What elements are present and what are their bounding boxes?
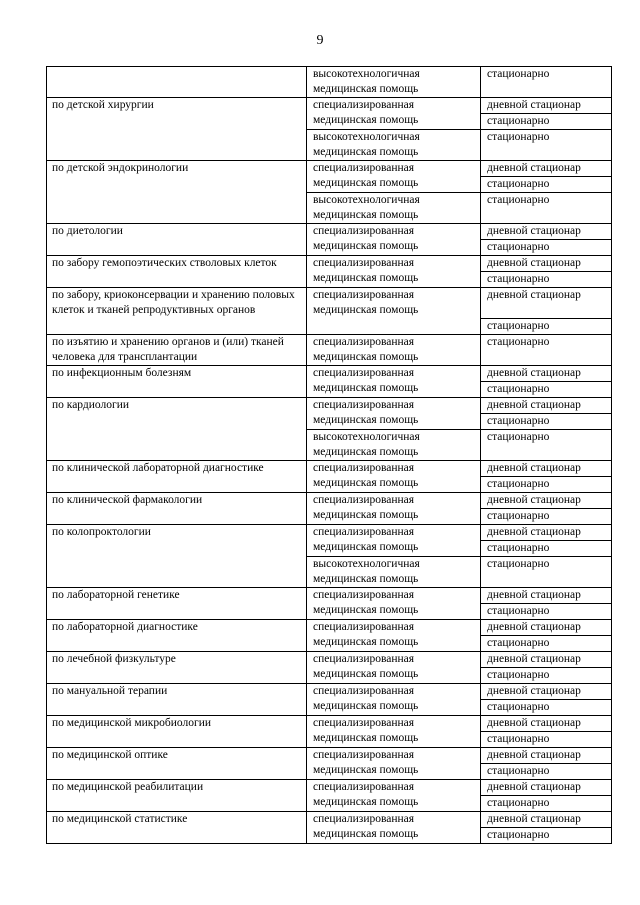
care-condition: стационарно [487,797,550,809]
table-row [47,588,612,620]
service-profile-cell: по детской эндокринологии [47,161,307,224]
care-type-cell: специализированная медицинская помощь [307,620,481,652]
care-condition: дневной стационар [481,652,611,668]
table-row [47,98,612,130]
service-profile-cell: по лабораторной диагностике [47,620,307,652]
care-condition: стационарно [487,701,550,713]
care-type-cell: специализированная медицинская помощь [307,335,481,366]
care-condition: дневной стационар [481,366,611,382]
care-condition: дневной стационар [481,461,611,477]
care-condition: дневной стационар [481,525,611,541]
care-type-cell: специализированная медицинская помощь [307,652,481,684]
table-row [47,780,612,812]
care-conditions-cell [481,398,612,430]
care-type-cell: специализированная медицинская помощь [307,224,481,256]
care-type-cell: специализированная медицинская помощь [307,493,481,525]
licensed-services-table [46,66,612,844]
care-type-cell: специализированная медицинская помощь [307,588,481,620]
care-conditions-cell [481,193,612,224]
service-profile-cell: по медицинской статистике [47,812,307,844]
care-condition: стационарно [487,605,550,617]
service-profile-cell: по кардиологии [47,398,307,461]
care-type-cell: специализированная медицинская помощь [307,780,481,812]
care-condition: стационарно [487,765,550,777]
care-condition: дневной стационар [481,716,611,732]
care-condition: дневной стационар [481,288,611,319]
care-conditions-cell [481,493,612,525]
care-condition: стационарно [487,669,550,681]
care-condition: дневной стационар [481,493,611,509]
service-profile-cell: по забору, криоконсервации и хранению половых клеток и тканей репродуктивных органов [47,288,307,335]
care-type-cell: специализированная медицинская помощь [307,256,481,288]
table-row [47,748,612,780]
service-profile-cell: по инфекционным болезням [47,366,307,398]
care-type-cell: специализированная медицинская помощь [307,684,481,716]
care-conditions-cell [481,525,612,557]
care-conditions-cell [481,288,612,335]
care-condition: стационарно [487,320,550,332]
table-row [47,620,612,652]
table-row [47,812,612,844]
care-conditions-cell [481,652,612,684]
service-profile-cell: по лабораторной генетике [47,588,307,620]
care-conditions-cell [481,430,612,461]
care-type-cell: специализированная медицинская помощь [307,98,481,130]
care-condition: стационарно [487,383,550,395]
care-condition: стационарно [487,478,550,490]
page-number: 9 [316,33,324,48]
care-type-cell: специализированная медицинская помощь [307,288,481,335]
service-profile-cell [47,67,307,98]
care-type-cell: специализированная медицинская помощь [307,748,481,780]
care-condition: дневной стационар [481,161,611,177]
service-profile-cell: по медицинской реабилитации [47,780,307,812]
table-row [47,684,612,716]
care-conditions-cell [481,620,612,652]
care-type-cell: специализированная медицинская помощь [307,398,481,430]
care-condition: стационарно [487,415,550,427]
service-profile-cell: по детской хирургии [47,98,307,161]
care-conditions-cell [481,335,612,366]
care-conditions-cell [481,366,612,398]
care-conditions-cell [481,748,612,780]
care-type-cell: высокотехнологичная медицинская помощь [307,67,481,98]
care-condition: дневной стационар [481,812,611,828]
care-condition: стационарно [487,637,550,649]
service-profile-cell: по клинической фармакологии [47,493,307,525]
care-condition: стационарно [487,178,550,190]
care-type-cell: специализированная медицинская помощь [307,812,481,844]
service-profile-cell: по диетологии [47,224,307,256]
table-row [47,461,612,493]
table-row [47,224,612,256]
table-row [47,525,612,557]
service-profile-cell: по медицинской микробиологии [47,716,307,748]
care-conditions-cell [481,130,612,161]
care-type-cell: специализированная медицинская помощь [307,461,481,493]
care-condition: стационарно [487,241,550,253]
table-row [47,366,612,398]
care-condition: стационарно [487,273,550,285]
care-conditions-cell [481,98,612,130]
service-profile-cell: по изъятию и хранению органов и (или) тканей человека для трансплантации [47,335,307,366]
care-type-cell: специализированная медицинская помощь [307,716,481,748]
service-profile-cell: по медицинской оптике [47,748,307,780]
care-conditions-cell [481,557,612,588]
service-profile-cell: по колопроктологии [47,525,307,588]
table-row [47,67,612,98]
table-row [47,288,612,335]
table-row [47,652,612,684]
service-profile-cell: по клинической лабораторной диагностике [47,461,307,493]
table-row [47,256,612,288]
care-condition: стационарно [487,829,550,841]
table-body [47,67,612,844]
care-conditions-cell [481,256,612,288]
care-conditions-cell [481,461,612,493]
care-condition: дневной стационар [481,588,611,604]
care-condition: дневной стационар [481,780,611,796]
table-row [47,335,612,366]
care-condition: дневной стационар [481,398,611,414]
care-type-cell: высокотехнологичная медицинская помощь [307,193,481,224]
care-conditions-cell [481,716,612,748]
table-row [47,398,612,430]
care-condition: стационарно [487,336,550,348]
table-row [47,161,612,193]
care-conditions-cell [481,812,612,844]
care-type-cell: специализированная медицинская помощь [307,525,481,557]
care-condition: дневной стационар [481,684,611,700]
care-condition: стационарно [487,131,550,143]
care-type-cell: высокотехнологичная медицинская помощь [307,557,481,588]
care-condition: стационарно [487,194,550,206]
care-condition: дневной стационар [481,224,611,240]
table-row [47,716,612,748]
care-condition: дневной стационар [481,620,611,636]
care-conditions-cell [481,224,612,256]
care-conditions-cell [481,588,612,620]
care-condition: стационарно [487,542,550,554]
care-conditions-cell [481,780,612,812]
care-condition: дневной стационар [481,98,611,114]
care-conditions-cell [481,161,612,193]
care-conditions-cell [481,67,612,98]
table-row [47,493,612,525]
care-type-cell: высокотехнологичная медицинская помощь [307,430,481,461]
care-condition: дневной стационар [481,748,611,764]
care-type-cell: высокотехнологичная медицинская помощь [307,130,481,161]
care-condition: стационарно [487,115,550,127]
care-condition: стационарно [487,558,550,570]
care-type-cell: специализированная медицинская помощь [307,161,481,193]
service-profile-cell: по лечебной физкультуре [47,652,307,684]
service-profile-cell: по забору гемопоэтических стволовых клеток [47,256,307,288]
care-conditions-cell [481,684,612,716]
care-condition: дневной стационар [481,256,611,272]
care-condition: стационарно [487,68,550,80]
care-type-cell: специализированная медицинская помощь [307,366,481,398]
service-profile-cell: по мануальной терапии [47,684,307,716]
care-condition: стационарно [487,733,550,745]
care-condition: стационарно [487,510,550,522]
care-condition: стационарно [487,431,550,443]
